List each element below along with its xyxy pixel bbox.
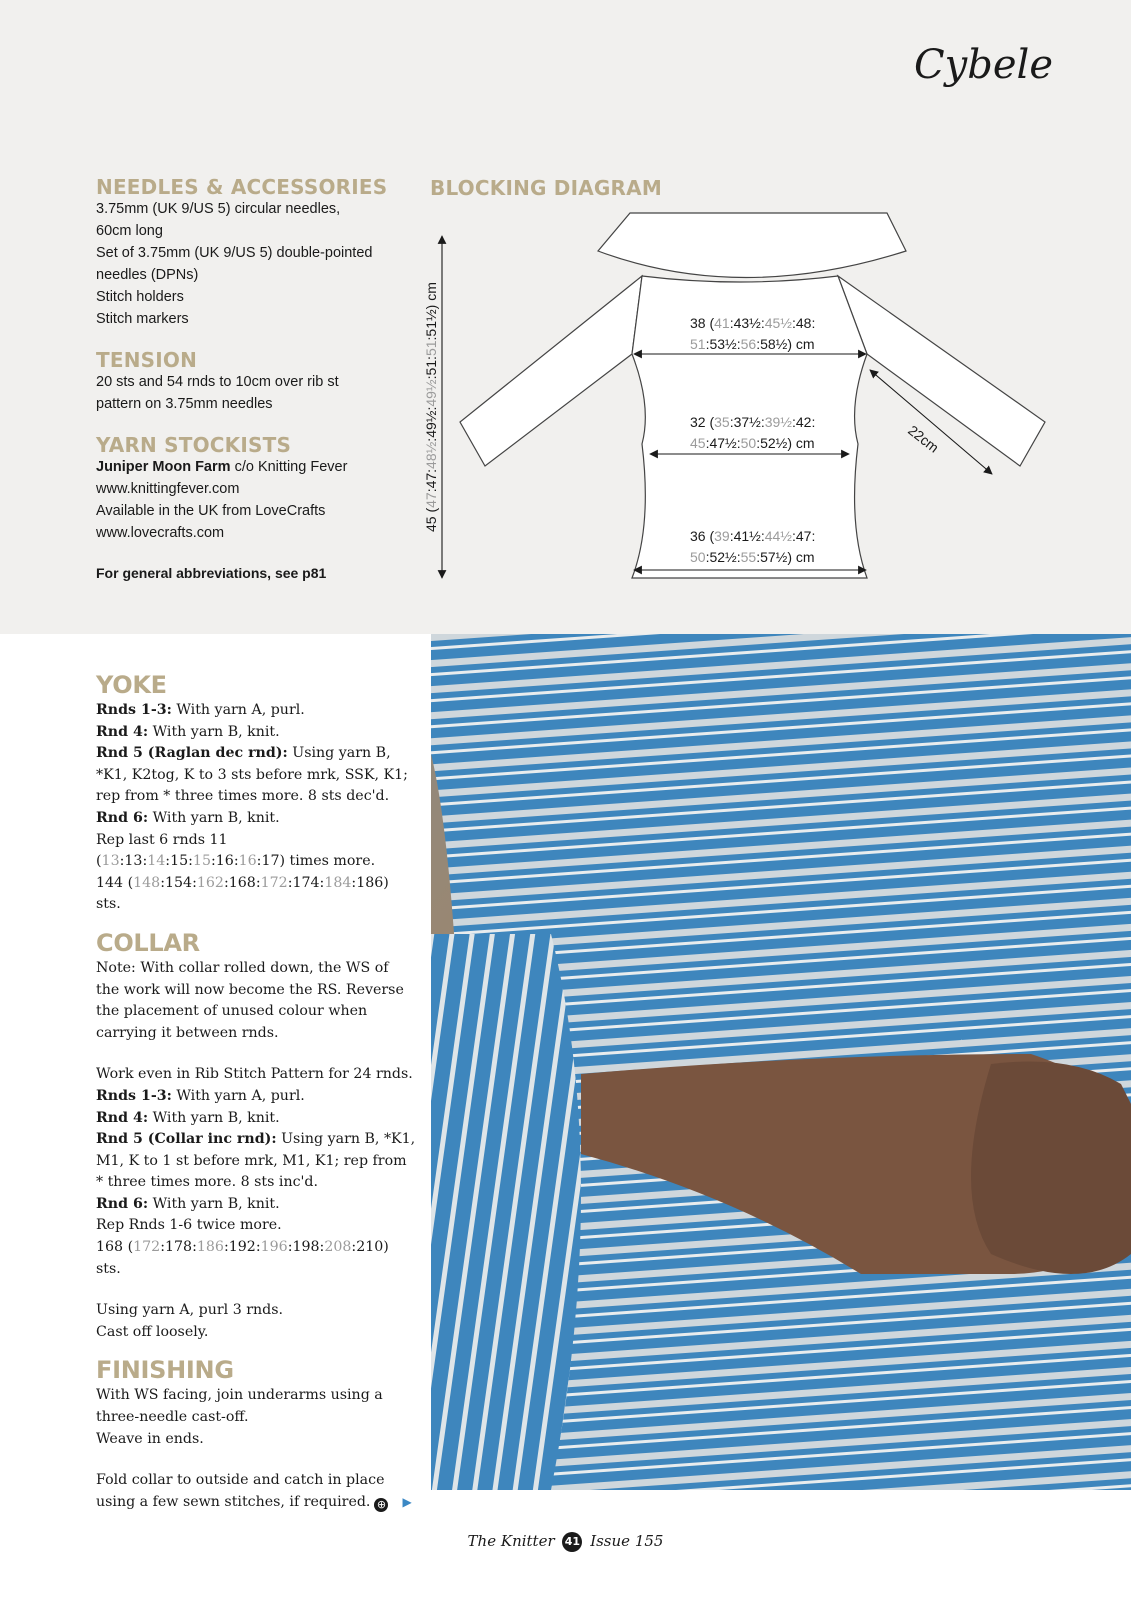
instruction-line [96, 722, 416, 744]
size-variant: 14 [147, 853, 166, 870]
instruction-label: Rnd 4: [96, 723, 149, 740]
size-variant: 51 [690, 336, 706, 352]
size-variant: 208 [324, 1239, 352, 1256]
instruction-text: :13: [119, 853, 148, 870]
size-variant: 16 [238, 853, 257, 870]
stockist-line: Available in the UK from LoveCrafts [96, 503, 326, 519]
measurement-text: :51½) cm [423, 282, 439, 341]
needles-line: 3.75mm (UK 9/US 5) circular needles, [96, 201, 341, 217]
garment-photo [431, 634, 1131, 1490]
tension-section [96, 349, 416, 415]
instruction-label: Rnd 5 (Raglan dec rnd): [96, 745, 288, 762]
hip-width-line2 [690, 547, 814, 568]
instruction-text: Fold collar to outside and catch in place using a few sewn stitches, if required. [96, 1472, 385, 1510]
pattern-heading: FINISHING [96, 1356, 234, 1385]
instruction-text: Rep last 6 rnds 11 ( [96, 831, 228, 870]
size-variant: 50 [690, 549, 706, 565]
size-variant: 56 [740, 336, 757, 352]
waist-width-line2 [690, 433, 814, 454]
instruction-text: With yarn B, knit. [148, 809, 280, 826]
instruction-label: Rnds 1-3: [96, 1087, 172, 1104]
instruction-label: Rnd 4: [96, 1109, 149, 1126]
right-sleeve [838, 276, 1045, 466]
size-variant: 48½ [423, 441, 439, 469]
instruction-line [96, 743, 416, 808]
pattern-heading: YOKE [96, 671, 167, 699]
size-variant: 162 [196, 874, 224, 891]
instruction-text: Cast off loosely. [96, 1323, 209, 1340]
yarn-stockists-heading: YARN STOCKISTS [96, 433, 292, 457]
instruction-text: Using yarn B, *K1, M1, K to 1 st before mrk, M1, K1; rep from * three times more. 8 sts inc'd. [96, 1131, 416, 1191]
size-variant: 13 [101, 853, 120, 870]
model-photo-illustration [431, 634, 1131, 1490]
yarn-stockists-section [96, 434, 416, 584]
needles-line: Set of 3.75mm (UK 9/US 5) double-pointed [96, 245, 373, 261]
abbreviations-note: For general abbreviations, see p81 [96, 565, 327, 581]
continue-arrow-icon[interactable]: ▶ [402, 1494, 412, 1509]
paragraph-gap [96, 1044, 416, 1064]
measurement-text: :52½: [705, 549, 741, 565]
instruction-text: Work even in Rib Stitch Pattern for 24 rnds. [96, 1066, 413, 1083]
instruction-text: :210) sts. [96, 1239, 389, 1277]
measurement-text: :37½: [729, 414, 765, 430]
instruction-line [96, 1470, 416, 1513]
hip-width-line1 [690, 526, 814, 547]
needles-section [96, 176, 416, 330]
blocking-diagram [423, 176, 1070, 606]
measurement-text: :51: [423, 356, 439, 380]
paragraph-gap [96, 1450, 416, 1470]
page-footer [0, 1532, 1131, 1552]
collar [598, 213, 906, 278]
size-variant: 44½ [764, 528, 792, 544]
stockist-brand-suffix: c/o Knitting Fever [230, 459, 348, 475]
measurement-text: :48: [791, 315, 816, 331]
measurement-text: :58½) cm [756, 336, 815, 352]
instruction-line [96, 1194, 416, 1216]
instruction-text: :198: [287, 1239, 325, 1256]
needles-line: Stitch holders [96, 289, 184, 305]
measurement-text: :57½) cm [756, 549, 815, 565]
magazine-name: The Knitter [467, 1532, 555, 1550]
size-variant: 39½ [764, 414, 792, 430]
page-title: Cybele [914, 42, 1053, 88]
instruction-line [96, 958, 416, 1044]
measurement-text: :47: [791, 528, 816, 544]
instruction-line [96, 1429, 416, 1451]
instruction-text: Using yarn B, *K1, K2tog, K to 3 sts before mrk, SSK, K1; rep from * three times more. 8 sts dec'd. [96, 745, 408, 805]
measurement-text: 32 ( [690, 414, 715, 430]
size-variant: 49½ [423, 379, 439, 407]
stockist-brand-line [96, 456, 416, 478]
waist-width-line1 [690, 412, 814, 433]
size-variant: 50 [740, 435, 757, 451]
instruction-text: With yarn B, knit. [148, 1195, 280, 1212]
instruction-text: :174: [287, 874, 325, 891]
pattern-instructions [96, 670, 416, 1513]
size-variant: 47 [423, 492, 439, 508]
upper-width-line1 [690, 313, 814, 334]
instruction-line [96, 1086, 416, 1108]
size-variant: 15 [192, 853, 211, 870]
tension-heading: TENSION [96, 348, 198, 372]
needles-line: needles (DPNs) [96, 267, 199, 283]
instruction-text: :154: [160, 874, 197, 891]
instruction-line [96, 1064, 416, 1086]
instruction-text: With yarn B, knit. [148, 723, 280, 740]
end-markers [370, 1494, 411, 1510]
instruction-text: With yarn B, knit. [148, 1109, 280, 1126]
instruction-text: With yarn A, purl. [171, 1087, 305, 1104]
size-variant: 184 [324, 874, 352, 891]
needles-heading: NEEDLES & ACCESSORIES [96, 175, 388, 199]
tension-line: 20 sts and 54 rnds to 10cm over rib st [96, 374, 339, 390]
tension-line: pattern on 3.75mm needles [96, 396, 273, 412]
instruction-line [96, 1322, 416, 1344]
measurement-text: :49½: [423, 406, 439, 442]
stockist-link[interactable]: www.lovecrafts.com [96, 525, 225, 541]
instruction-label: Rnd 6: [96, 1195, 149, 1212]
instruction-text: :178: [160, 1239, 197, 1256]
pattern-section-finishing [96, 1355, 416, 1513]
instruction-text: :15: [165, 853, 193, 870]
instruction-label: Rnds 1-3: [96, 702, 172, 718]
instruction-text: :17) times more. [256, 853, 376, 870]
size-variant: 35 [714, 414, 730, 430]
instruction-label: Rnd 6: [96, 809, 149, 826]
measurement-text: 45 ( [423, 507, 439, 532]
instruction-text: With yarn A, purl. [171, 702, 305, 718]
measurement-text: :47: [423, 468, 439, 493]
size-variant: 148 [133, 874, 161, 891]
size-variant: 41 [714, 315, 730, 331]
issue-number: Issue 155 [590, 1532, 664, 1550]
measurement-text: :53½: [705, 336, 741, 352]
size-variant: 51 [423, 340, 439, 357]
measurement-text: 36 ( [690, 528, 715, 544]
upper-width-line2 [690, 334, 814, 355]
instruction-line [96, 1108, 416, 1130]
instruction-text: 168 ( [96, 1239, 134, 1256]
waist-width-label [690, 412, 814, 454]
instruction-text: :186) sts. [96, 874, 389, 913]
page-number: 41 [562, 1532, 582, 1552]
pattern-section-collar [96, 928, 416, 1344]
instruction-label: Rnd 5 (Collar inc rnd): [96, 1131, 277, 1148]
stockist-brand: Juniper Moon Farm [96, 459, 231, 475]
blocking-diagram-heading: BLOCKING DIAGRAM [430, 176, 662, 200]
materials-column [96, 176, 416, 603]
pattern-end-icon: ⊕ [374, 1498, 388, 1512]
upper-width-label [690, 313, 814, 355]
size-variant: 45 [690, 435, 706, 451]
instruction-line [96, 1215, 416, 1237]
instruction-text: :16: [210, 853, 239, 870]
instruction-text: Note: With collar rolled down, the WS of the work will now become the RS. Reverse the placement of unused colour when carrying it between rnds. [96, 959, 404, 1041]
instruction-text: :192: [223, 1239, 261, 1256]
measurement-text: :47½: [705, 435, 741, 451]
instruction-line [96, 873, 416, 916]
size-variant: 45½ [764, 315, 792, 331]
left-sleeve [460, 276, 642, 466]
instruction-line [96, 700, 416, 722]
measurement-text: :43½: [729, 315, 765, 331]
pattern-section-yoke [96, 670, 416, 916]
instruction-text: 144 ( [96, 874, 134, 891]
instruction-line [96, 830, 416, 873]
needles-line: Stitch markers [96, 311, 189, 327]
size-variant: 39 [714, 528, 730, 544]
measurement-text: :41½: [729, 528, 765, 544]
pattern-heading: COLLAR [96, 928, 200, 957]
size-variant: 172 [260, 874, 288, 891]
instruction-line [96, 1237, 416, 1280]
instruction-text: :168: [223, 874, 261, 891]
instruction-line [96, 808, 416, 830]
needles-line: 60cm long [96, 223, 163, 239]
size-variant: 196 [260, 1239, 288, 1256]
size-variant: 172 [133, 1239, 161, 1256]
instruction-text: Rep Rnds 1-6 twice more. [96, 1217, 282, 1234]
sleeve-length-label: 22cm [905, 422, 942, 456]
paragraph-gap [96, 1280, 416, 1300]
measurement-text: :42: [791, 414, 816, 430]
instruction-line [96, 1385, 416, 1428]
size-variant: 186 [196, 1239, 224, 1256]
hip-width-label [690, 526, 814, 568]
length-label [423, 282, 439, 532]
instruction-text: Weave in ends. [96, 1430, 204, 1447]
instruction-line [96, 1300, 416, 1322]
measurement-text: :52½) cm [756, 435, 815, 451]
size-variant: 55 [740, 549, 757, 565]
measurement-text: 38 ( [690, 315, 715, 331]
instruction-text: With WS facing, join underarms using a three-needle cast-off. [96, 1387, 383, 1426]
stockist-link[interactable]: www.knittingfever.com [96, 481, 240, 497]
instruction-line [96, 1129, 416, 1194]
instruction-text: Using yarn A, purl 3 rnds. [96, 1302, 284, 1319]
